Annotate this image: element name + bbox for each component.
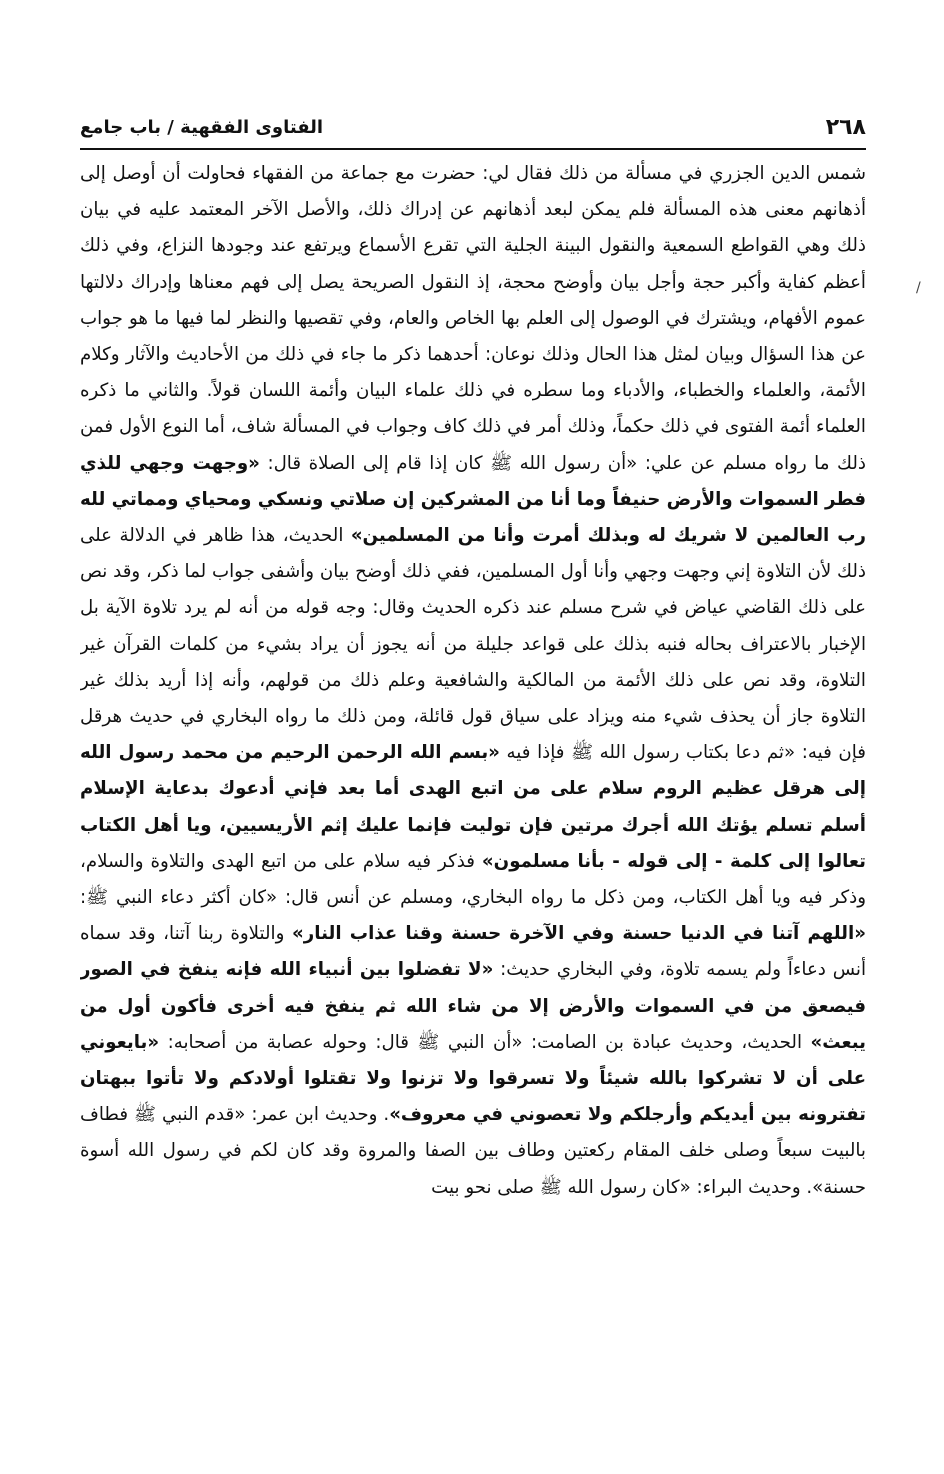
hadith-quote: «وجهت وجهي للذي فطر السموات والأرض حنيفاً وما أنا من المشركين إن صلاتي ونسكي ومحياي ومماتي لله رب العالمين لا شريك له وبذلك أمرت وأنا من المسلمين» xyxy=(80,452,866,547)
hadith-quote: «بسم الله الرحمن الرحيم من محمد رسول الله إلى هرقل عظيم الروم سلام على من اتبع الهدى أما بعد فإني أدعوك بدعاية الإسلام أسلم تسلم يؤتك الله أجرك مرتين فإن توليت فإنما عليك إثم الأريسيين، ويا أهل الكتاب تعالوا إلى كلمة - إلى قوله - بأنا مسلمون» xyxy=(80,742,866,872)
hadith-quote: «لا تفضلوا بين أنبياء الله فإنه ينفخ في الصور فيصعق من في السموات والأرض إلا من شاء الله ثم ينفخ فيه أخرى فأكون أول من يبعث» xyxy=(80,959,866,1053)
hadith-quote: «بايعوني على أن لا تشركوا بالله شيئاً ولا تسرقوا ولا تزنوا ولا تقتلوا أولادكم ولا تأتوا ببهتان تفترونه بين أيديكم وأرجلكم ولا تعصوني في معروف» xyxy=(80,1031,866,1126)
margin-mark: / xyxy=(916,280,921,296)
text-segment: . وحديث ابن عمر: «قدم النبي ﷺ فطاف بالبيت سبعاً وصلى خلف المقام ركعتين وطاف بين الصفا والمروة وقد كان لكم في رسول الله أسوة حسنة». وحديث البراء: «كان رسول الله ﷺ صلى نحو بيت xyxy=(80,1104,866,1198)
text-segment: شمس الدين الجزري في مسألة من ذلك فقال لي: حضرت مع جماعة من الفقهاء فحاولت أن أوصل إلى أذهانهم معنى هذه المسألة فلم يمكن لبعد أذهانهم عن إدراك ذلك، والأصل الآخر المعتمد عليه في بيان ذلك وهي القواطع السمعية والنقول البينة الجلية التي تقرع الأسماع ويرتفع عند وجودها النزاع، وفي ذلك أعظم كفاية وأكبر حجة وأجل بيان وأوضح محجة، إذ النقول الصريحة يصل إلى فهم معناها وإدراك دلالتها عموم الأفهام، ويشترك في الوصول إلى العلم بها الخاص والعام، وفي تقصيها والنظر لما فيها ما هو جواب عن هذا السؤال وبيان لمثل هذا الحال وذلك نوعان: أحدهما ذكر ما جاء في ذلك من الأحاديث والآثار وكلام الأئمة، والعلماء والخطباء، والأدباء وما سطره في ذلك علماء البيان وأئمة اللسان قولاً. والثاني ما ذكره العلماء أئمة الفتوى في ذلك حكماً، وذلك أمر في ذلك كاف وجواب في المسألة شاف، أما النوع الأول فمن ذلك ما رواه مسلم عن علي: «أن رسول الله ﷺ كان إذا قام إلى الصلاة قال: xyxy=(80,163,866,474)
text-segment: الحديث، هذا ظاهر في الدلالة على ذلك لأن التلاوة إني وجهت وجهي وأنا أول المسلمين، ففي ذلك أوضح بيان وأشفى جواب لما ذكر، وقد نص على ذلك القاضي عياض في شرح مسلم عند ذكره الحديث وقال: وجه قوله من أنه لم يرد تلاوة الآية بل الإخبار بالاعتراف بحاله فنبه بذلك على قواعد جليلة من أنه يجوز أن يراد بشيء من كلمات القرآن غير التلاوة، وقد نص على ذلك الأئمة من المالكية والشافعية وعلم ذلك من قولهم، وأنه إذا أريد بذلك غير التلاوة جاز أن يحذف شيء منه ويزاد على سياق قول قائلة، ومن ذلك ما رواه البخاري في حديث هرقل فإن فيه: «ثم دعا بكتاب رسول الله ﷺ فإذا فيه xyxy=(80,525,866,764)
running-title: الفتاوى الفقهية / باب جامع xyxy=(80,117,324,138)
header-rule xyxy=(80,148,866,150)
page-header xyxy=(80,114,866,142)
paragraph xyxy=(80,156,866,1206)
page-number: ٢٦٨ xyxy=(825,115,866,140)
hadith-quote: «اللهم آتنا في الدنيا حسنة وفي الآخرة حسنة وقنا عذاب النار» xyxy=(292,923,866,945)
main-text xyxy=(80,156,866,1346)
text-segment: فذكر فيه سلام على من اتبع الهدى والتلاوة والسلام، وذكر فيه ويا أهل الكتاب، ومن ذكل ما رواه البخاري، ومسلم عن أنس قال: «كان أكثر دعاء النبي ﷺ: xyxy=(80,850,866,909)
text-segment: الحديث، وحديث عبادة بن الصامت: «أن النبي ﷺ قال: وحوله عصابة من أصحابه: xyxy=(159,1031,811,1053)
text-segment: والتلاوة ربنا آتنا، وقد سماه أنس دعاءاً ولم يسمه تلاوة، وفي البخاري حديث: xyxy=(80,923,866,981)
